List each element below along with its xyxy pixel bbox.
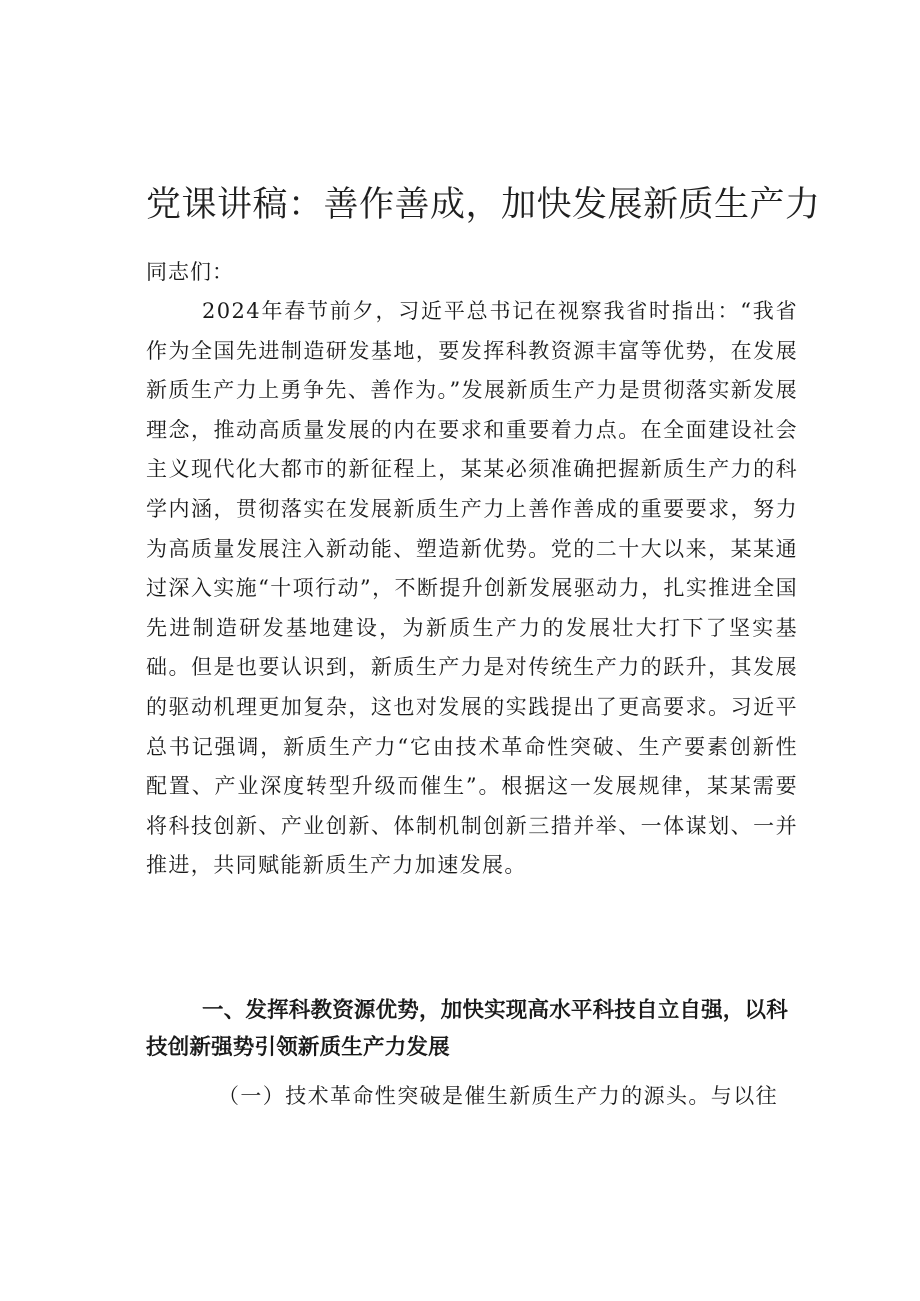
section-heading: 一、发挥科教资源优势，加快实现高水平科技自立自强，以科技创新强势引领新质生产力发展 (146, 998, 788, 1060)
body-paragraph: 2024年春节前夕，习近平总书记在视察我省时指出：“我省作为全国先进制造研发基地，要发挥科教资源丰富等优势，在发展新质生产力上勇争先、善作为。”发展新质生产力是贯彻落实新发展理念，推动高质量发展的内在要求和重要着力点。在全面建设社会主义现代化大都市的新征程上，某某必须准确把握新质生产力的科学内涵，贯彻落实在发展新质生产力上善作善成的重要要求，努力为高质量发展注入新动能、塑造新优势。党的二十大以来，某某通过深入实施“十项行动”，不断提升创新发展驱动力，扎实推进全国先进制造研发基地建设，为新质生产力的发展壮大打下了坚实基础。但是也要认识到，新质生产力是对传统生产力的跃升，其发展的驱动机理更加复杂，这也对发展的实践提出了更高要求。习近平总书记强调，新质生产力“它由技术革命性突破、生产要素创新性配置、产业深度转型升级而催生”。根据这一发展规律，某某需要将科技创新、产业创新、体制机制创新三措并举、一体谋划、一并推进，共同赋能新质生产力加速发展。 (146, 299, 798, 878)
subsection-paragraph: （一）技术革命性突破是催生新质生产力的源头。与以往 (218, 1084, 778, 1108)
salutation: 同志们： (146, 260, 234, 284)
document-title: 党课讲稿：善作善成，加快发展新质生产力 (146, 185, 821, 226)
